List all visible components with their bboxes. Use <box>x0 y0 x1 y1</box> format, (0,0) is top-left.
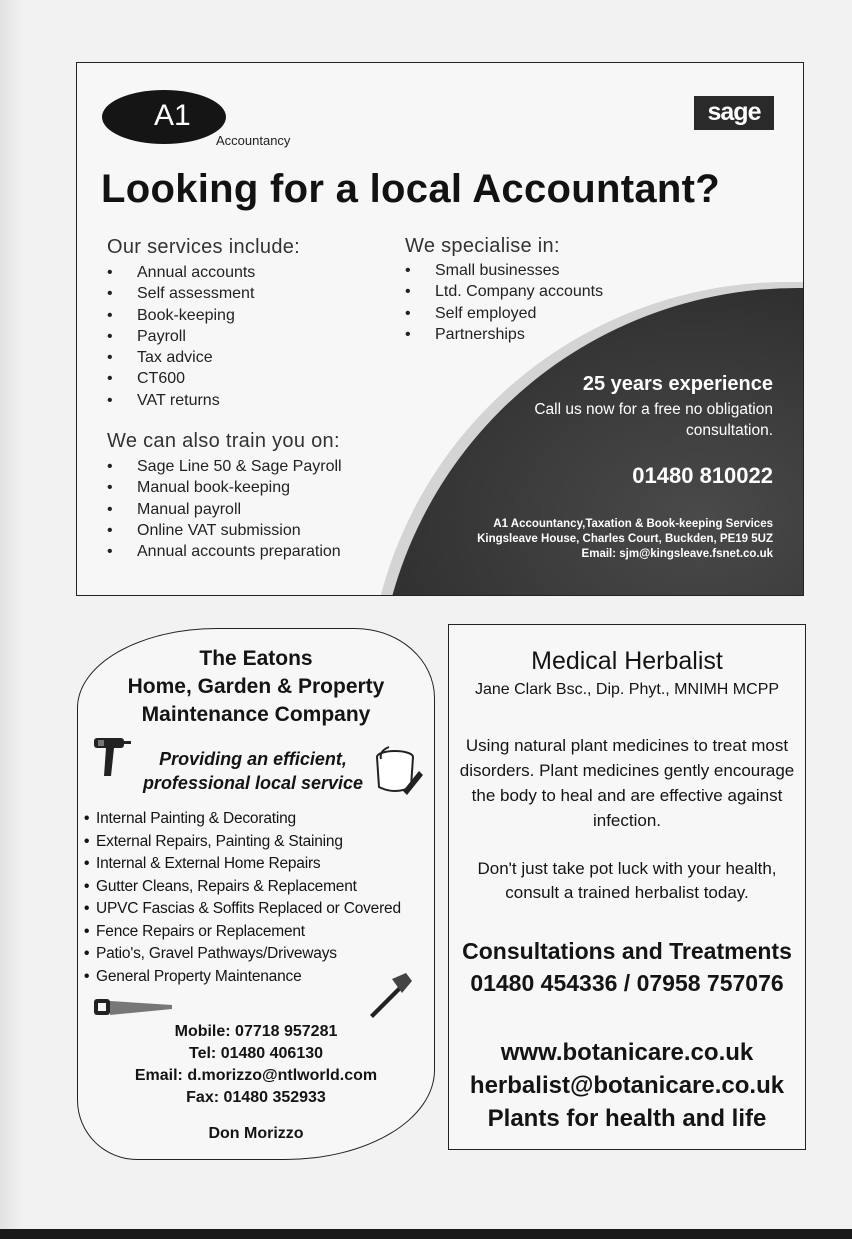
list-item: • Self employed <box>405 303 603 324</box>
eatons-title <box>78 645 434 729</box>
list-item: • Book-keeping <box>107 305 255 326</box>
specialise-heading: We specialise in: <box>405 235 560 257</box>
list-item: • Internal Painting & Decorating <box>84 808 401 831</box>
a1-email: Email: sjm@kingsleave.fsnet.co.uk <box>581 548 773 560</box>
herbalist-phones: 01480 454336 / 07958 757076 <box>470 970 784 996</box>
a1-phone-number: 01480 810022 <box>632 463 773 488</box>
herbalist-website: www.botanicare.co.uk <box>500 1039 754 1066</box>
a1-headline: Looking for a local Accountant? <box>101 167 720 211</box>
call-to-action: Call us now for a free no obligation consultation. <box>534 401 773 439</box>
list-item: • Annual accounts <box>107 262 255 283</box>
training-heading: We can also train you on: <box>107 430 340 452</box>
title-line: Maintenance Company <box>141 703 371 726</box>
eatons-services-list <box>84 808 401 988</box>
herbalist-email: herbalist@botanicare.co.uk <box>469 1072 785 1099</box>
list-item: • Internal & External Home Repairs <box>84 853 401 876</box>
eatons-tel: Tel: 01480 406130 <box>188 1045 324 1062</box>
herbalist-slogan: Plants for health and life <box>487 1105 767 1132</box>
title-line: Home, Garden & Property <box>127 675 385 698</box>
eatons-email: Email: d.morizzo@ntlworld.com <box>134 1067 378 1084</box>
list-item: • Tax advice <box>107 347 255 368</box>
list-item: • General Property Maintenance <box>84 966 401 989</box>
eatons-mobile: Mobile: 07718 957281 <box>174 1023 338 1040</box>
list-item: • Annual accounts preparation <box>107 541 342 562</box>
herbalist-description: Using natural plant medicines to treat most disorders. Plant medicines gently encourage the body to heal and are effective against infection. <box>459 736 795 830</box>
list-item: • Sage Line 50 & Sage Payroll <box>107 456 342 477</box>
sage-logo: sage <box>694 96 774 130</box>
a1-address <box>373 517 773 562</box>
specialise-list <box>405 260 603 345</box>
address-line-1: A1 Accountancy,Taxation & Book-keeping Services <box>493 518 773 530</box>
paint-tin-brush-icon <box>373 743 425 801</box>
list-item: • Small businesses <box>405 260 603 281</box>
experience-text: 25 years experience <box>582 373 773 395</box>
eatons-contact-details <box>78 1021 434 1109</box>
list-item: • Fence Repairs or Replacement <box>84 921 401 944</box>
services-list <box>107 262 255 411</box>
list-item: • Partnerships <box>405 324 603 345</box>
eatons-owner-name: Don Morizzo <box>208 1125 304 1142</box>
hammer-icon <box>366 969 416 1019</box>
list-item: • Manual book-keeping <box>107 477 342 498</box>
list-item: • Self assessment <box>107 283 255 304</box>
list-item: • Manual payroll <box>107 499 342 520</box>
list-item: • Gutter Cleans, Repairs & Replacement <box>84 876 401 899</box>
herbalist-qualifications: Jane Clark Bsc., Dip. Phyt., MNIMH MCPP <box>474 681 780 698</box>
address-line-2: Kingsleave House, Charles Court, Buckden, PE19 5UZ <box>477 533 773 545</box>
herbalist-advert <box>448 624 806 1150</box>
page-fold-shadow <box>0 0 24 1239</box>
page-bottom-edge <box>0 1229 852 1239</box>
tagline-line: professional local service <box>142 773 364 793</box>
list-item: • Online VAT submission <box>107 520 342 541</box>
hand-saw-icon <box>94 997 174 1019</box>
list-item: • UPVC Fascias & Soffits Replaced or Covered <box>84 898 401 921</box>
herbalist-consultations <box>449 935 805 999</box>
herbalist-advice: Don't just take pot luck with your health, consult a trained herbalist today. <box>477 859 777 902</box>
herbalist-title: Medical Herbalist <box>531 647 723 675</box>
a1-accountancy-advert <box>76 62 804 596</box>
list-item: • Ltd. Company accounts <box>405 281 603 302</box>
list-item: • Payroll <box>107 326 255 347</box>
eatons-fax: Fax: 01480 352933 <box>186 1089 326 1106</box>
list-item: • CT600 <box>107 368 255 389</box>
a1-logo-subtitle: Accountancy <box>216 133 291 148</box>
services-heading: Our services include: <box>107 236 301 258</box>
a1-logo <box>102 90 226 144</box>
list-item: • External Repairs, Painting & Staining <box>84 831 401 854</box>
eatons-tagline <box>128 747 378 795</box>
a1-logo-text: A1 <box>154 99 191 132</box>
herbalist-web-details <box>449 1036 805 1135</box>
list-item: • Patio's, Gravel Pathways/Driveways <box>84 943 401 966</box>
consult-heading: Consultations and Treatments <box>462 938 792 964</box>
list-item: • VAT returns <box>107 390 255 411</box>
training-list <box>107 456 342 562</box>
tagline-line: Providing an efficient, <box>159 749 347 769</box>
eatons-advert <box>77 628 435 1160</box>
title-line: The Eatons <box>199 647 313 670</box>
power-drill-icon <box>92 734 132 780</box>
